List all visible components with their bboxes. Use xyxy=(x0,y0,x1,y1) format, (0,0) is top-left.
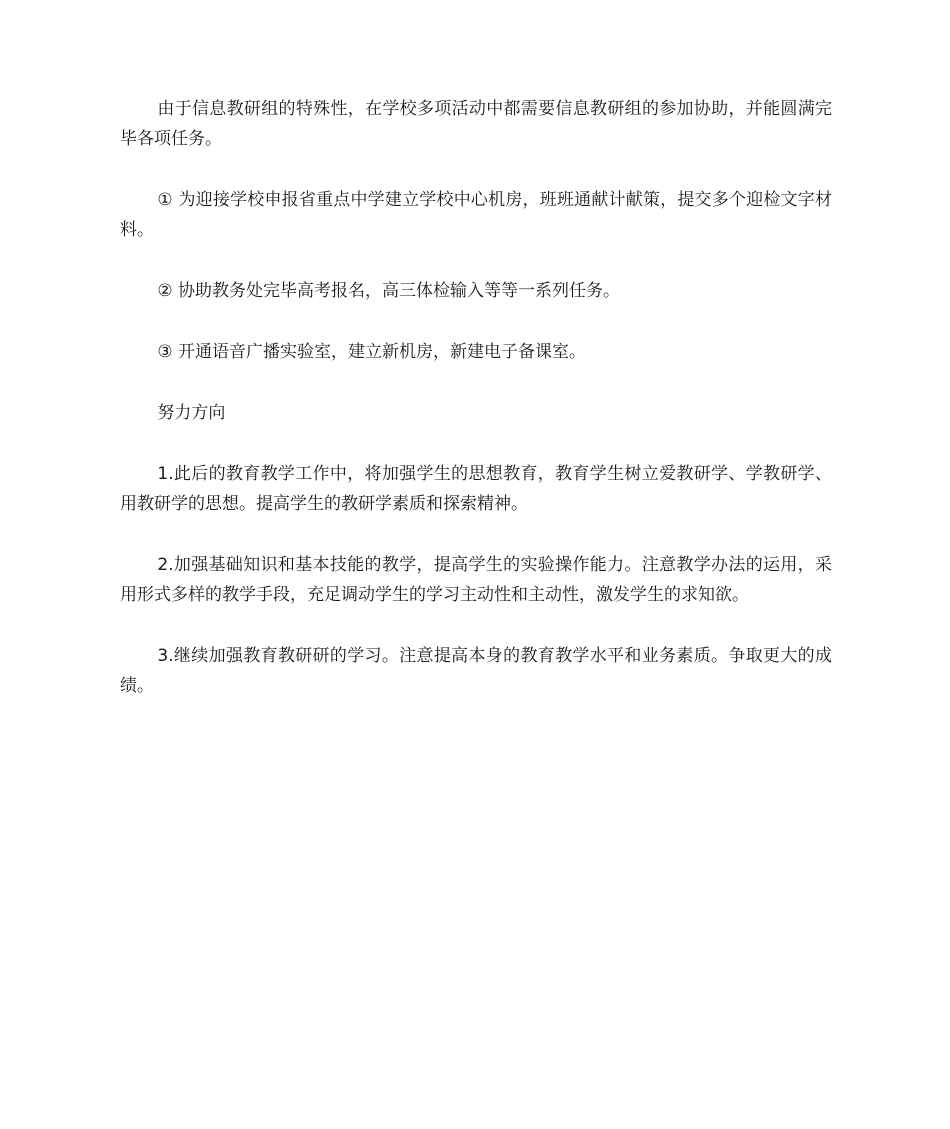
paragraph-item-2: ② 协助教务处完毕高考报名，高三体检输入等等一系列任务。 xyxy=(157,281,621,301)
paragraph-direction-2: 2.加强基础知识和基本技能的教学，提高学生的实验操作能力。注意教学办法的运用，采用形式多样的教学手段，充足调动学生的学习主动性和主动性，激发学生的求知欲。 xyxy=(120,555,832,605)
paragraph-item-3: ③ 开通语音广播实验室，建立新机房，新建电子备课室。 xyxy=(157,342,587,362)
paragraph-direction-3: 3.继续加强教育教研研的学习。注意提高本身的教育教学水平和业务素质。争取更大的成绩。 xyxy=(120,646,832,696)
paragraph-direction-1: 1.此后的教育教学工作中，将加强学生的思想教育，教育学生树立爱教研学、学教研学、用教研学的思想。提高学生的教研学素质和探索精神。 xyxy=(120,464,832,514)
paragraph-item-1: ① 为迎接学校申报省重点中学建立学校中心机房，班班通献计献策，提交多个迎检文字材料。 xyxy=(120,190,832,240)
document-page xyxy=(120,94,832,732)
section-heading: 努力方向 xyxy=(157,403,226,423)
paragraph-intro: 由于信息教研组的特殊性，在学校多项活动中都需要信息教研组的参加协助，并能圆满完毕各项任务。 xyxy=(120,99,832,149)
